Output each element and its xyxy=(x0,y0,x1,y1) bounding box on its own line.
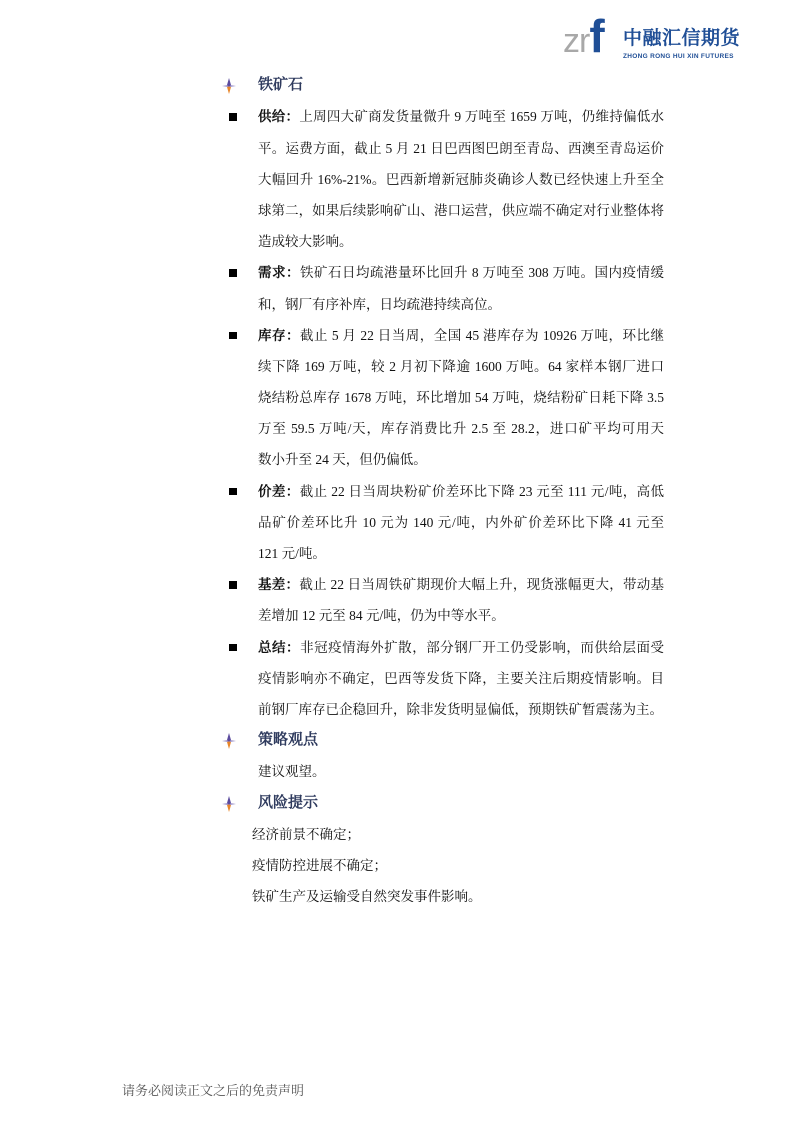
item-line: 和，钢厂有序补库，日均疏港持续高位。 xyxy=(258,296,501,312)
item-line: 疫情影响亦不确定，巴西等发货下降，主要关注后期疫情影响。目 xyxy=(258,670,664,686)
report-body xyxy=(252,70,665,912)
icon-top-spike xyxy=(227,796,231,805)
diamond-bullet-icon xyxy=(222,78,236,94)
section-heading xyxy=(258,725,664,756)
section-heading-text: 风险提示 xyxy=(258,794,319,811)
icon-top-spike xyxy=(227,733,231,742)
company-name-en: ZHONG RONG HUI XIN FUTURES xyxy=(623,53,734,60)
paragraph: 铁矿生产及运输受自然突发事件影响。 xyxy=(252,889,482,905)
icon-bottom-spike xyxy=(227,804,231,812)
bullet-item-demand xyxy=(258,257,664,319)
footer-disclaimer: 请务必阅读正文之后的免责声明 xyxy=(122,1083,305,1098)
item-line: 球第二，如果后续影响矿山、港口运营，供应端不确定对行业整体将 xyxy=(258,202,664,218)
square-bullet-icon xyxy=(229,113,237,121)
bullet-item-supply xyxy=(258,101,664,257)
item-line: 前钢厂库存已企稳回升，除非发货明显偏低，预期铁矿暂震荡为主。 xyxy=(258,701,663,717)
bullet-item-spread xyxy=(258,476,664,570)
section-heading-text: 策略观点 xyxy=(258,732,319,749)
bullet-item-summary xyxy=(258,632,664,726)
company-logo xyxy=(563,10,753,62)
square-bullet-icon xyxy=(229,488,237,496)
item-label: 价差： xyxy=(258,483,300,499)
item-line: 121 元/吨。 xyxy=(258,546,326,561)
logo-mark xyxy=(563,10,605,62)
item-line: 大幅回升 16%-21%。巴西新增新冠肺炎确诊人数已经快速上升至全 xyxy=(258,171,664,187)
item-line: 数小升至 24 天，但仍偏低。 xyxy=(258,452,427,468)
logo-text xyxy=(623,27,740,61)
square-bullet-icon xyxy=(229,269,237,277)
square-bullet-icon xyxy=(229,332,237,340)
item-line xyxy=(258,476,664,507)
item-text: 铁矿石日均疏港量环比回升 8 万吨至 308 万吨。国内疫情缓 xyxy=(300,265,664,281)
icon-top-spike xyxy=(227,78,231,87)
item-label: 库存： xyxy=(258,327,300,343)
item-text: 上周四大矿商发货量微升 9 万吨至 1659 万吨，仍维持偏低水 xyxy=(299,109,665,125)
item-line xyxy=(258,569,664,600)
diamond-bullet-icon xyxy=(222,733,236,749)
item-text: 截止 22 日当周块粉矿价差环比下降 23 元至 111 元/吨，高低 xyxy=(299,483,665,499)
section-risk xyxy=(252,788,664,913)
section-heading-text: 铁矿石 xyxy=(258,77,304,94)
item-line: 万至 59.5 万吨/天，库存消费比升 2.5 至 28.2，进口矿平均可用天 xyxy=(258,421,664,437)
square-bullet-icon xyxy=(229,581,237,589)
diamond-bullet-icon xyxy=(222,796,236,812)
item-line xyxy=(258,257,664,288)
paragraph: 疫情防控进展不确定； xyxy=(252,857,387,873)
icon-bottom-spike xyxy=(227,742,231,750)
bullet-item-basis xyxy=(258,569,664,631)
company-name: 中融汇信期货 xyxy=(623,27,741,49)
item-line: 造成较大影响。 xyxy=(258,234,353,250)
logo-mark-f: f xyxy=(589,10,605,62)
item-line xyxy=(258,632,664,663)
section-heading xyxy=(258,70,664,101)
section-iron-ore xyxy=(258,70,664,725)
item-line: 烧结粉总库存 1678 万吨，环比增加 54 万吨，烧结粉矿日耗下降 3.5 xyxy=(258,390,664,406)
bullet-item-inventory xyxy=(258,320,664,476)
section-strategy xyxy=(258,725,664,787)
square-bullet-icon xyxy=(229,644,237,652)
item-label: 总结： xyxy=(258,639,301,655)
item-label: 需求： xyxy=(258,265,300,281)
paragraph: 经济前景不确定； xyxy=(252,826,360,842)
item-line: 平。运费方面，截止 5 月 21 日巴西图巴朗至青岛、西澳至青岛运价 xyxy=(258,140,664,156)
item-line xyxy=(258,320,664,351)
item-line: 差增加 12 元至 84 元/吨，仍为中等水平。 xyxy=(258,608,505,624)
item-text: 截止 5 月 22 日当周，全国 45 港库存为 10926 万吨，环比继 xyxy=(300,327,664,343)
item-line xyxy=(258,101,664,132)
item-line: 品矿价差环比升 10 元为 140 元/吨，内外矿价差环比下降 41 元至 xyxy=(258,514,664,530)
item-text: 非冠疫情海外扩散，部分钢厂开工仍受影响，而供给层面受 xyxy=(300,639,665,655)
item-line: 续下降 169 万吨，较 2 月初下降逾 1600 万吨。64 家样本钢厂进口 xyxy=(258,358,664,374)
section-heading xyxy=(258,788,664,819)
item-text: 截止 22 日当周铁矿期现价大幅上升，现货涨幅更大，带动基 xyxy=(299,577,665,593)
paragraph: 建议观望。 xyxy=(258,764,326,780)
item-label: 供给： xyxy=(258,109,300,125)
icon-bottom-spike xyxy=(227,87,231,95)
item-label: 基差： xyxy=(258,577,300,593)
logo-mark-zr: zr xyxy=(563,22,590,60)
